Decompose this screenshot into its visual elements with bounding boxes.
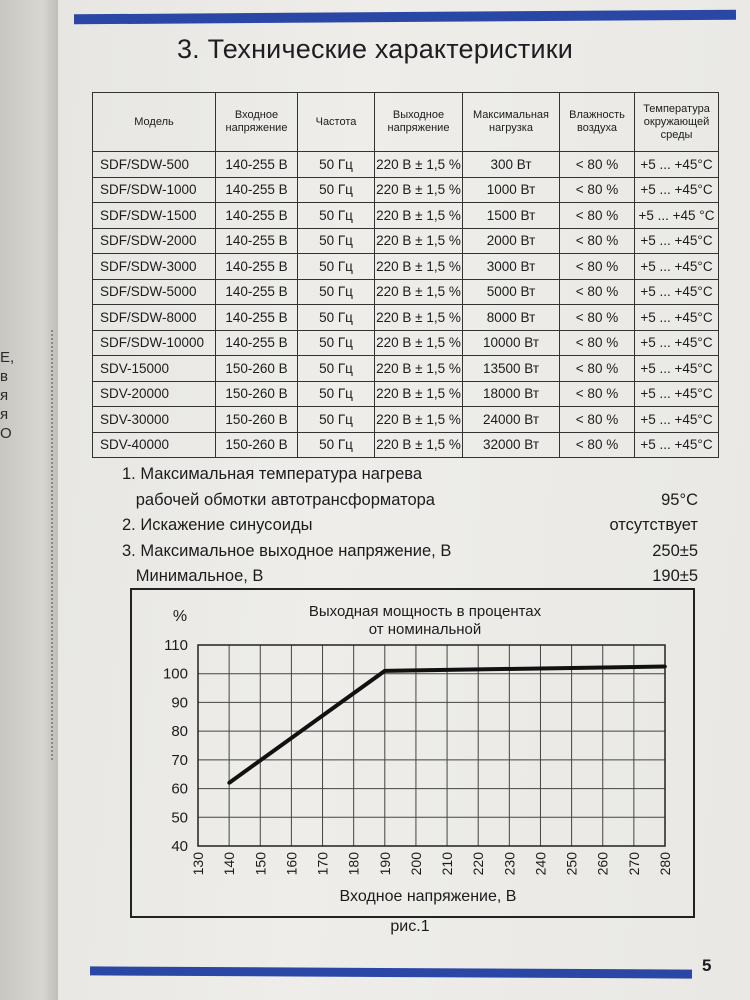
cell-model: SDF/SDW-2000 bbox=[93, 228, 216, 254]
note-item bbox=[122, 564, 702, 590]
table-row bbox=[93, 407, 719, 433]
x-tick-label: 280 bbox=[657, 852, 673, 876]
y-axis-label: % bbox=[172, 608, 188, 625]
cell-temperature: +5 ... +45°С bbox=[635, 381, 719, 407]
cell-model: SDF/SDW-500 bbox=[93, 152, 216, 178]
cell-output-voltage: 220 В ± 1,5 % bbox=[375, 381, 463, 407]
cell-humidity: < 80 % bbox=[560, 432, 635, 458]
cell-frequency: 50 Гц bbox=[298, 254, 375, 280]
cell-model: SDV-20000 bbox=[93, 381, 216, 407]
table-row bbox=[93, 330, 719, 356]
cell-output-voltage: 220 В ± 1,5 % bbox=[375, 279, 463, 305]
cell-input-voltage: 150-260 В bbox=[216, 432, 298, 458]
cell-frequency: 50 Гц bbox=[298, 177, 375, 203]
y-tick-label: 70 bbox=[171, 751, 188, 769]
plot-area-border bbox=[198, 645, 665, 846]
cell-temperature: +5 ... +45 °С bbox=[635, 203, 719, 229]
table-row bbox=[93, 228, 719, 254]
cell-humidity: < 80 % bbox=[560, 356, 635, 382]
facing-page-letter: я bbox=[0, 387, 9, 404]
cell-input-voltage: 140-255 В bbox=[216, 228, 298, 254]
table-row bbox=[93, 356, 719, 382]
y-tick-label: 90 bbox=[171, 694, 188, 712]
cell-frequency: 50 Гц bbox=[298, 356, 375, 382]
cell-temperature: +5 ... +45°С bbox=[635, 177, 719, 203]
cell-frequency: 50 Гц bbox=[298, 279, 375, 305]
table-row bbox=[93, 381, 719, 407]
cell-frequency: 50 Гц bbox=[298, 381, 375, 407]
cell-frequency: 50 Гц bbox=[298, 432, 375, 458]
chart-grid bbox=[198, 645, 665, 846]
cell-output-voltage: 220 В ± 1,5 % bbox=[375, 152, 463, 178]
cell-temperature: +5 ... +45°С bbox=[635, 305, 719, 331]
cell-output-voltage: 220 В ± 1,5 % bbox=[375, 177, 463, 203]
cell-humidity: < 80 % bbox=[560, 203, 635, 229]
facing-page-letter: О bbox=[0, 425, 12, 442]
series-point bbox=[663, 665, 667, 669]
x-tick-label: 190 bbox=[376, 852, 393, 876]
x-tick-label: 180 bbox=[345, 852, 362, 876]
note-label: 3. Максимальное выходное напряжение, В bbox=[122, 541, 452, 560]
cell-input-voltage: 140-255 В bbox=[216, 279, 298, 305]
table-row bbox=[93, 152, 719, 178]
spec-table-body bbox=[93, 152, 719, 458]
cell-humidity: < 80 % bbox=[560, 177, 635, 203]
cell-output-voltage: 220 В ± 1,5 % bbox=[375, 330, 463, 356]
page-title: 3. Технические характеристики bbox=[176, 34, 574, 64]
cell-max-load: 18000 Вт bbox=[463, 381, 560, 407]
y-tick-label: 50 bbox=[171, 809, 188, 827]
header-output-voltage: Выходное напряжение bbox=[375, 93, 463, 152]
cell-max-load: 3000 Вт bbox=[463, 254, 560, 280]
cell-max-load: 10000 Вт bbox=[463, 330, 560, 356]
y-tick-label: 60 bbox=[171, 780, 188, 798]
note-item bbox=[122, 539, 702, 565]
x-axis-label: Входное напряжение, В bbox=[339, 888, 517, 905]
cell-output-voltage: 220 В ± 1,5 % bbox=[375, 432, 463, 458]
header-humidity: Влажность воздуха bbox=[560, 93, 635, 152]
series-point bbox=[227, 781, 231, 785]
cell-input-voltage: 140-255 В bbox=[216, 203, 298, 229]
table-row bbox=[93, 432, 719, 458]
cell-max-load: 1000 Вт bbox=[463, 177, 560, 203]
header-input-voltage: Входное напряжение bbox=[216, 93, 298, 152]
cell-max-load: 5000 Вт bbox=[463, 279, 560, 305]
table-row bbox=[93, 279, 719, 305]
facing-page-letter: в bbox=[0, 368, 8, 385]
spec-table bbox=[92, 92, 719, 458]
x-tick-label: 210 bbox=[439, 852, 456, 876]
cell-frequency: 50 Гц bbox=[298, 152, 375, 178]
cell-temperature: +5 ... +45°С bbox=[635, 152, 719, 178]
cell-humidity: < 80 % bbox=[560, 407, 635, 433]
x-tick-label: 240 bbox=[532, 852, 549, 876]
cell-frequency: 50 Гц bbox=[298, 407, 375, 433]
x-tick-label: 160 bbox=[283, 852, 300, 876]
cell-model: SDF/SDW-1500 bbox=[93, 203, 216, 229]
cell-input-voltage: 140-255 В bbox=[216, 254, 298, 280]
cell-output-voltage: 220 В ± 1,5 % bbox=[375, 305, 463, 331]
cell-model: SDV-40000 bbox=[93, 432, 216, 458]
cell-frequency: 50 Гц bbox=[298, 330, 375, 356]
x-tick-label: 140 bbox=[221, 852, 238, 876]
cell-humidity: < 80 % bbox=[560, 152, 635, 178]
note-label: 2. Искажение синусоиды bbox=[122, 516, 313, 534]
note-value: 250±5 bbox=[652, 541, 698, 560]
cell-model: SDV-15000 bbox=[93, 356, 216, 382]
cell-max-load: 13500 Вт bbox=[463, 356, 560, 382]
header-max-load: Максимальная нагрузка bbox=[463, 93, 560, 152]
note-item bbox=[122, 462, 702, 488]
cell-temperature: +5 ... +45°С bbox=[635, 407, 719, 433]
cell-humidity: < 80 % bbox=[560, 381, 635, 407]
cell-max-load: 2000 Вт bbox=[463, 228, 560, 254]
cell-model: SDF/SDW-5000 bbox=[93, 279, 216, 305]
cell-humidity: < 80 % bbox=[560, 228, 635, 254]
cell-input-voltage: 150-260 В bbox=[216, 381, 298, 407]
x-tick-label: 250 bbox=[563, 852, 580, 876]
facing-page-letters bbox=[0, 348, 15, 443]
cell-model: SDF/SDW-10000 bbox=[93, 330, 216, 356]
y-tick-label: 100 bbox=[162, 665, 188, 683]
cell-max-load: 1500 Вт bbox=[463, 203, 560, 229]
header-frequency: Частота bbox=[298, 93, 375, 152]
notes-list bbox=[122, 462, 702, 590]
cell-input-voltage: 140-255 В bbox=[216, 305, 298, 331]
cell-output-voltage: 220 В ± 1,5 % bbox=[375, 407, 463, 433]
cell-humidity: < 80 % bbox=[560, 254, 635, 280]
cell-model: SDF/SDW-8000 bbox=[93, 305, 216, 331]
cell-max-load: 24000 Вт bbox=[463, 407, 560, 433]
cell-temperature: +5 ... +45°С bbox=[635, 330, 719, 356]
x-tick-label: 130 bbox=[190, 852, 206, 876]
note-label: 1. Максимальная температура нагрева bbox=[122, 465, 423, 483]
chart-title-line-2: от номинальной bbox=[368, 621, 482, 638]
y-tick-label: 40 bbox=[171, 838, 188, 855]
y-tick-label: 80 bbox=[171, 723, 188, 741]
spine-stitch bbox=[51, 330, 55, 760]
note-value bbox=[698, 462, 702, 488]
note-item bbox=[122, 513, 702, 539]
cell-humidity: < 80 % bbox=[560, 305, 635, 331]
x-tick-label: 230 bbox=[501, 852, 518, 876]
cell-temperature: +5 ... +45°С bbox=[635, 356, 719, 382]
cell-model: SDF/SDW-3000 bbox=[93, 254, 216, 280]
cell-input-voltage: 150-260 В bbox=[216, 407, 298, 433]
cell-output-voltage: 220 В ± 1,5 % bbox=[375, 228, 463, 254]
note-value: 190±5 bbox=[652, 567, 698, 585]
table-row bbox=[93, 203, 719, 229]
spec-table-header bbox=[93, 93, 719, 152]
cell-output-voltage: 220 В ± 1,5 % bbox=[375, 203, 463, 229]
cell-temperature: +5 ... +45°С bbox=[635, 254, 719, 280]
cell-temperature: +5 ... +45°С bbox=[635, 228, 719, 254]
note-label: рабочей обмотки автотрансформатора bbox=[122, 490, 435, 509]
cell-max-load: 32000 Вт bbox=[463, 432, 560, 458]
cell-frequency: 50 Гц bbox=[298, 228, 375, 254]
table-row bbox=[93, 177, 719, 203]
table-row bbox=[93, 254, 719, 280]
header-ambient-temperature: Температура окружающей среды bbox=[635, 93, 719, 152]
cell-output-voltage: 220 В ± 1,5 % bbox=[375, 356, 463, 382]
figure-caption: рис.1 bbox=[390, 918, 430, 935]
x-tick-label: 270 bbox=[625, 852, 642, 876]
facing-page-letter: Е, bbox=[0, 349, 15, 366]
series-point bbox=[383, 669, 387, 673]
chart-title-line-1: Выходная мощность в процентах bbox=[308, 603, 542, 620]
cell-input-voltage: 140-255 В bbox=[216, 177, 298, 203]
note-value: 95°С bbox=[661, 490, 698, 509]
table-row bbox=[93, 305, 719, 331]
x-tick-label: 220 bbox=[470, 852, 487, 876]
facing-page-letter: я bbox=[0, 406, 9, 423]
cell-input-voltage: 140-255 В bbox=[216, 152, 298, 178]
chart-labels bbox=[163, 603, 673, 905]
cell-model: SDV-30000 bbox=[93, 407, 216, 433]
cell-humidity: < 80 % bbox=[560, 279, 635, 305]
cell-output-voltage: 220 В ± 1,5 % bbox=[375, 254, 463, 280]
power-chart bbox=[130, 588, 695, 918]
x-tick-label: 170 bbox=[314, 852, 331, 876]
y-tick-label: 110 bbox=[164, 637, 188, 654]
cell-frequency: 50 Гц bbox=[298, 305, 375, 331]
header-model: Модель bbox=[93, 93, 216, 152]
cell-input-voltage: 150-260 В bbox=[216, 356, 298, 382]
cell-temperature: +5 ... +45°С bbox=[635, 279, 719, 305]
note-label: Минимальное, В bbox=[122, 567, 264, 585]
cell-model: SDF/SDW-1000 bbox=[93, 177, 216, 203]
cell-input-voltage: 140-255 В bbox=[216, 330, 298, 356]
cell-max-load: 8000 Вт bbox=[463, 305, 560, 331]
cell-max-load: 300 Вт bbox=[463, 152, 560, 178]
note-value: отсутствует bbox=[609, 516, 698, 534]
x-tick-label: 150 bbox=[252, 852, 269, 876]
x-tick-label: 200 bbox=[407, 852, 424, 876]
cell-humidity: < 80 % bbox=[560, 330, 635, 356]
page-number: 5 bbox=[702, 956, 712, 975]
x-tick-label: 260 bbox=[594, 852, 611, 876]
cell-temperature: +5 ... +45°С bbox=[635, 432, 719, 458]
note-item bbox=[122, 488, 702, 514]
cell-frequency: 50 Гц bbox=[298, 203, 375, 229]
